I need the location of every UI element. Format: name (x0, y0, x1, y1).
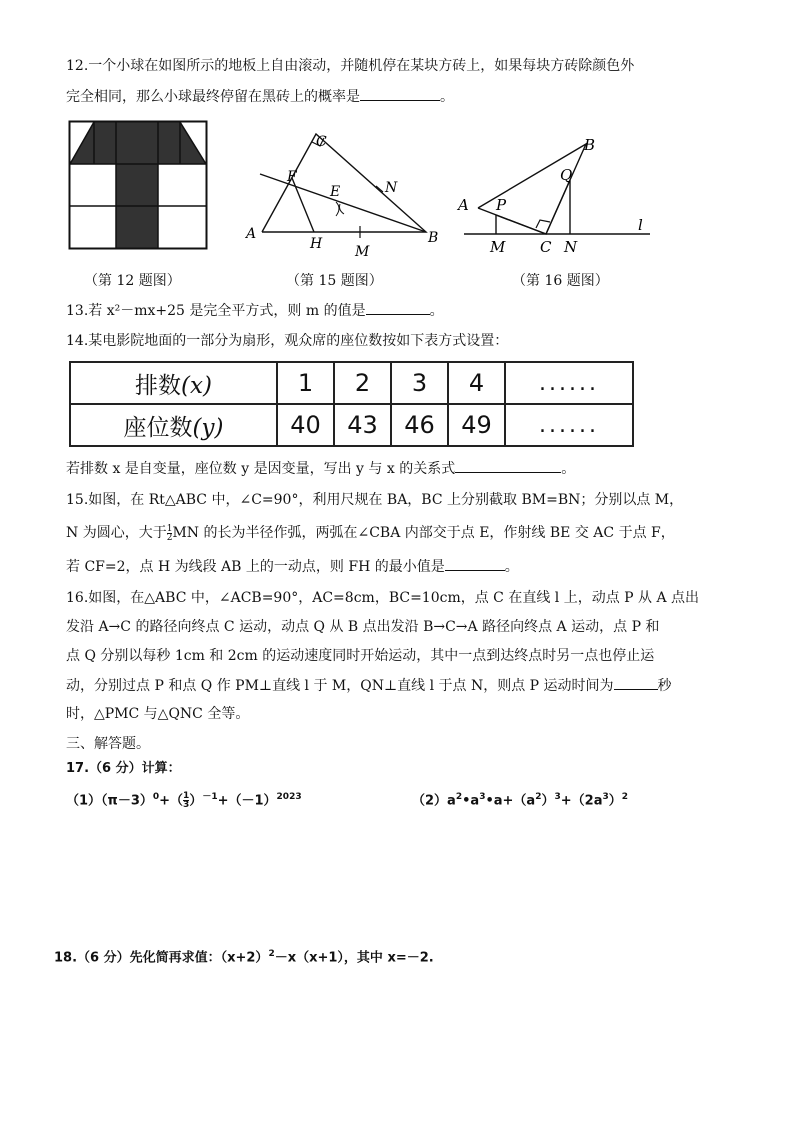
fig15-label-n: N (385, 180, 398, 196)
q12-line2: 完全相同，那么小球最终停留在黑砖上的概率是 。 (66, 86, 454, 107)
table-cell: 1 (277, 362, 334, 404)
fig16-label-l: l (638, 216, 643, 234)
fig15-label-e: E (330, 184, 341, 200)
q16-line2: 发沿 A→C 的路径向终点 C 运动，动点 Q 从 B 点出发沿 B→C→A 路径向终点 A 运动，点 P 和 (66, 619, 660, 635)
fraction-third: $\frac{1}{3}$ (183, 791, 190, 811)
q14-after-line: 若排数 x 是自变量，座位数 y 是因变量，写出 y 与 x 的关系式 。 (66, 458, 575, 479)
caption-fig16: （第 16 题图） (512, 273, 609, 289)
table-header-seats: 座位数(y) (70, 404, 277, 446)
q18-line: 18.（6 分）先化简再求值：$(x+2)^2-x(x+1)$，其中 x=－2. (54, 949, 434, 966)
q12-text-2: 完全相同，那么小球最终停留在黑砖上的概率是 (66, 89, 360, 105)
fig16-label-a: A (458, 196, 469, 214)
table-header-rows: 排数(x) (70, 362, 277, 404)
table-cell: 46 (391, 404, 448, 446)
fig15-label-h: H (310, 236, 323, 252)
figure-15-triangle (240, 128, 440, 260)
table-cell-ellipsis: ...... (505, 404, 633, 446)
q13-line: 13.若 x²－mx+25 是完全平方式，则 m 的值是 。 (66, 300, 444, 321)
fig16-label-n: N (564, 238, 578, 256)
q14-answer-blank[interactable] (455, 458, 561, 473)
fig16-label-m: M (490, 238, 506, 256)
table-cell: 4 (448, 362, 505, 404)
table-cell-ellipsis: ...... (505, 362, 633, 404)
fig15-label-m: M (355, 244, 370, 260)
q14-line: 14.某电影院地面的一部分为扇形，观众席的座位数按如下表方式设置： (66, 333, 509, 349)
seat-table (69, 361, 634, 447)
table-cell: 3 (391, 362, 448, 404)
q15-line3: 若 CF=2，点 H 为线段 AB 上的一动点，则 FH 的最小值是 。 (66, 556, 519, 577)
fig15-label-f: F (287, 169, 297, 185)
q16-answer-blank[interactable] (614, 675, 658, 690)
figure-12-tile-floor (68, 120, 208, 250)
fig16-label-b: B (584, 136, 596, 154)
table-cell: 2 (334, 362, 391, 404)
section-heading: 三、解答题。 (66, 736, 150, 752)
q12-answer-blank[interactable] (360, 86, 440, 101)
q15-line1: 15.如图，在 Rt△ABC 中，∠C=90°，利用尺规在 BA，BC 上分别截取 BM=BN；分别以点 M， (66, 492, 684, 508)
q13-text: 13.若 x²－mx+25 是完全平方式，则 m 的值是 (66, 303, 366, 319)
caption-fig15: （第 15 题图） (286, 273, 383, 289)
q16-line3: 点 Q 分别以每秒 1cm 和 2cm 的运动速度同时开始运动，其中一点到达终点时另一点也停止运 (66, 648, 655, 664)
q13-answer-blank[interactable] (366, 300, 430, 315)
caption-fig12: （第 12 题图） (84, 273, 181, 289)
q16-line4: 动，分别过点 P 和点 Q 作 PM⊥直线 l 于 M，QN⊥直线 l 于点 N，则点 P 运动时间为 秒 (66, 675, 672, 696)
fig15-label-b: B (428, 230, 439, 246)
table-cell: 49 (448, 404, 505, 446)
table-cell: 40 (277, 404, 334, 446)
q16-line5: 时，△PMC 与△QNC 全等。 (66, 706, 250, 722)
fig16-label-q: Q (560, 166, 573, 184)
table-cell: 43 (334, 404, 391, 446)
fig16-label-p: P (496, 196, 507, 214)
q17-title: 17.（6 分）计算： (66, 761, 181, 776)
q14-after-text: 若排数 x 是自变量，座位数 y 是因变量，写出 y 与 x 的关系式 (66, 461, 456, 477)
fig15-label-a: A (246, 226, 257, 242)
fig16-label-c: C (540, 238, 552, 256)
q17-part1: $(1)(\pi-3)^0+$（ $\frac{1}{3}$ ）$^{-1}+(-1)^{2023}$ (66, 791, 302, 811)
q15-answer-blank[interactable] (445, 556, 505, 571)
fraction-half: $\frac{1}{2}$ (166, 523, 173, 543)
q12-text: 12.一个小球在如图所示的地板上自由滚动，并随机停在某块方砖上，如果每块方砖除颜色外 (66, 58, 635, 74)
table-row-rows (70, 362, 633, 404)
q17-part2: $(2)a^2•a^3•a+(a^2)^3+(2a^3)^2$ (412, 792, 629, 809)
table-row-seats (70, 404, 633, 446)
q12-line1 (66, 56, 634, 76)
q16-line1: 16.如图，在△ABC 中，∠ACB=90°，AC=8cm，BC=10cm，点 C 在直线 l 上，动点 P 从 A 点出 (66, 590, 700, 606)
figure-16-triangle (452, 132, 662, 256)
fig15-label-c: C (316, 134, 327, 150)
q15-line2: N 为圆心，大于 $\frac{1}{2}$ MN 的长为半径作弧，两弧在∠CBA 内部交于点 E，作射线 BE 交 AC 于点 F， (66, 523, 675, 543)
